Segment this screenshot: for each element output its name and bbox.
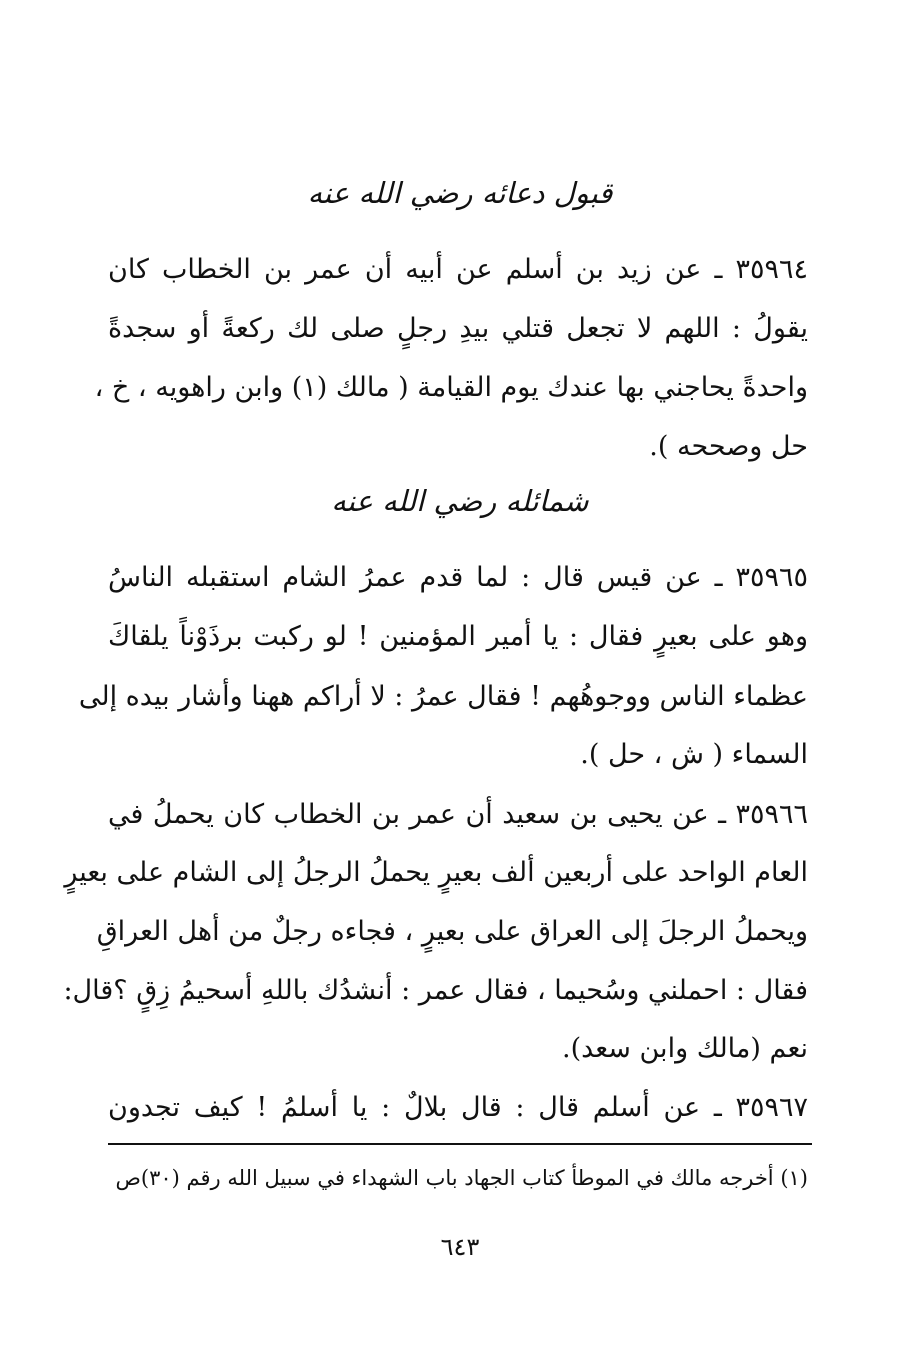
text-line: العام الواحد على أربعين ألف بعيرٍ يحملُ الرجلُ إلى الشام على بعيرٍ	[64, 857, 808, 888]
text-line: ويحملُ الرجلَ إلى العراق على بعيرٍ ، فجاءه رجلٌ من أهل العراقِ	[96, 916, 808, 947]
section-heading-traits: شمائله رضي الله عنه	[331, 484, 589, 518]
text-line: يقولُ : اللهم لا تجعل قتلي بيدِ رجلٍ صلى لك ركعةً أو سجدةً	[108, 313, 808, 344]
text-line: عظماء الناس ووجوهُهم ! فقال عمرُ : لا أراكم ههنا وأشار بيده إلى	[78, 681, 808, 712]
text-line: ٣٥٩٦٤ ـ عن زيد بن أسلم عن أبيه أن عمر بن الخطاب كان	[108, 254, 808, 285]
section-heading-prayer: قبول دعائه رضي الله عنه	[307, 176, 613, 210]
text-line: واحدةً يحاجني بها عندك يوم القيامة ( مالك (١) وابن راهويه ، خ ،	[94, 372, 808, 403]
footnote: (١) أخرجه مالك في الموطأ كتاب الجهاد باب الشهداء في سبيل الله رقم (٣٠)ص	[115, 1166, 808, 1190]
text-line: ٣٥٩٦٦ ـ عن يحيى بن سعيد أن عمر بن الخطاب كان يحملُ في	[108, 799, 808, 830]
text-line: السماء ( ش ، حل ).	[580, 739, 808, 770]
footnote-divider	[108, 1143, 812, 1145]
text-line: حل وصححه ).	[649, 431, 808, 462]
text-line: ٣٥٩٦٧ ـ عن أسلم قال : قال بلالٌ : يا أسلمُ ! كيف تجدون	[108, 1092, 808, 1123]
page-number: ٦٤٣	[440, 1233, 480, 1261]
text-line: وهو على بعيرٍ فقال : يا أمير المؤمنين ! لو ركبت برذَوْناً يلقاكَ	[108, 621, 808, 652]
text-line: نعم (مالك وابن سعد).	[561, 1033, 808, 1064]
text-line: فقال : احملني وسُحيما ، فقال عمر : أنشدُك باللهِ أسحيمُ زِقٍ ؟قال:	[63, 975, 808, 1006]
text-line: ٣٥٩٦٥ ـ عن قيس قال : لما قدم عمرُ الشام استقبله الناسُ	[108, 562, 808, 593]
